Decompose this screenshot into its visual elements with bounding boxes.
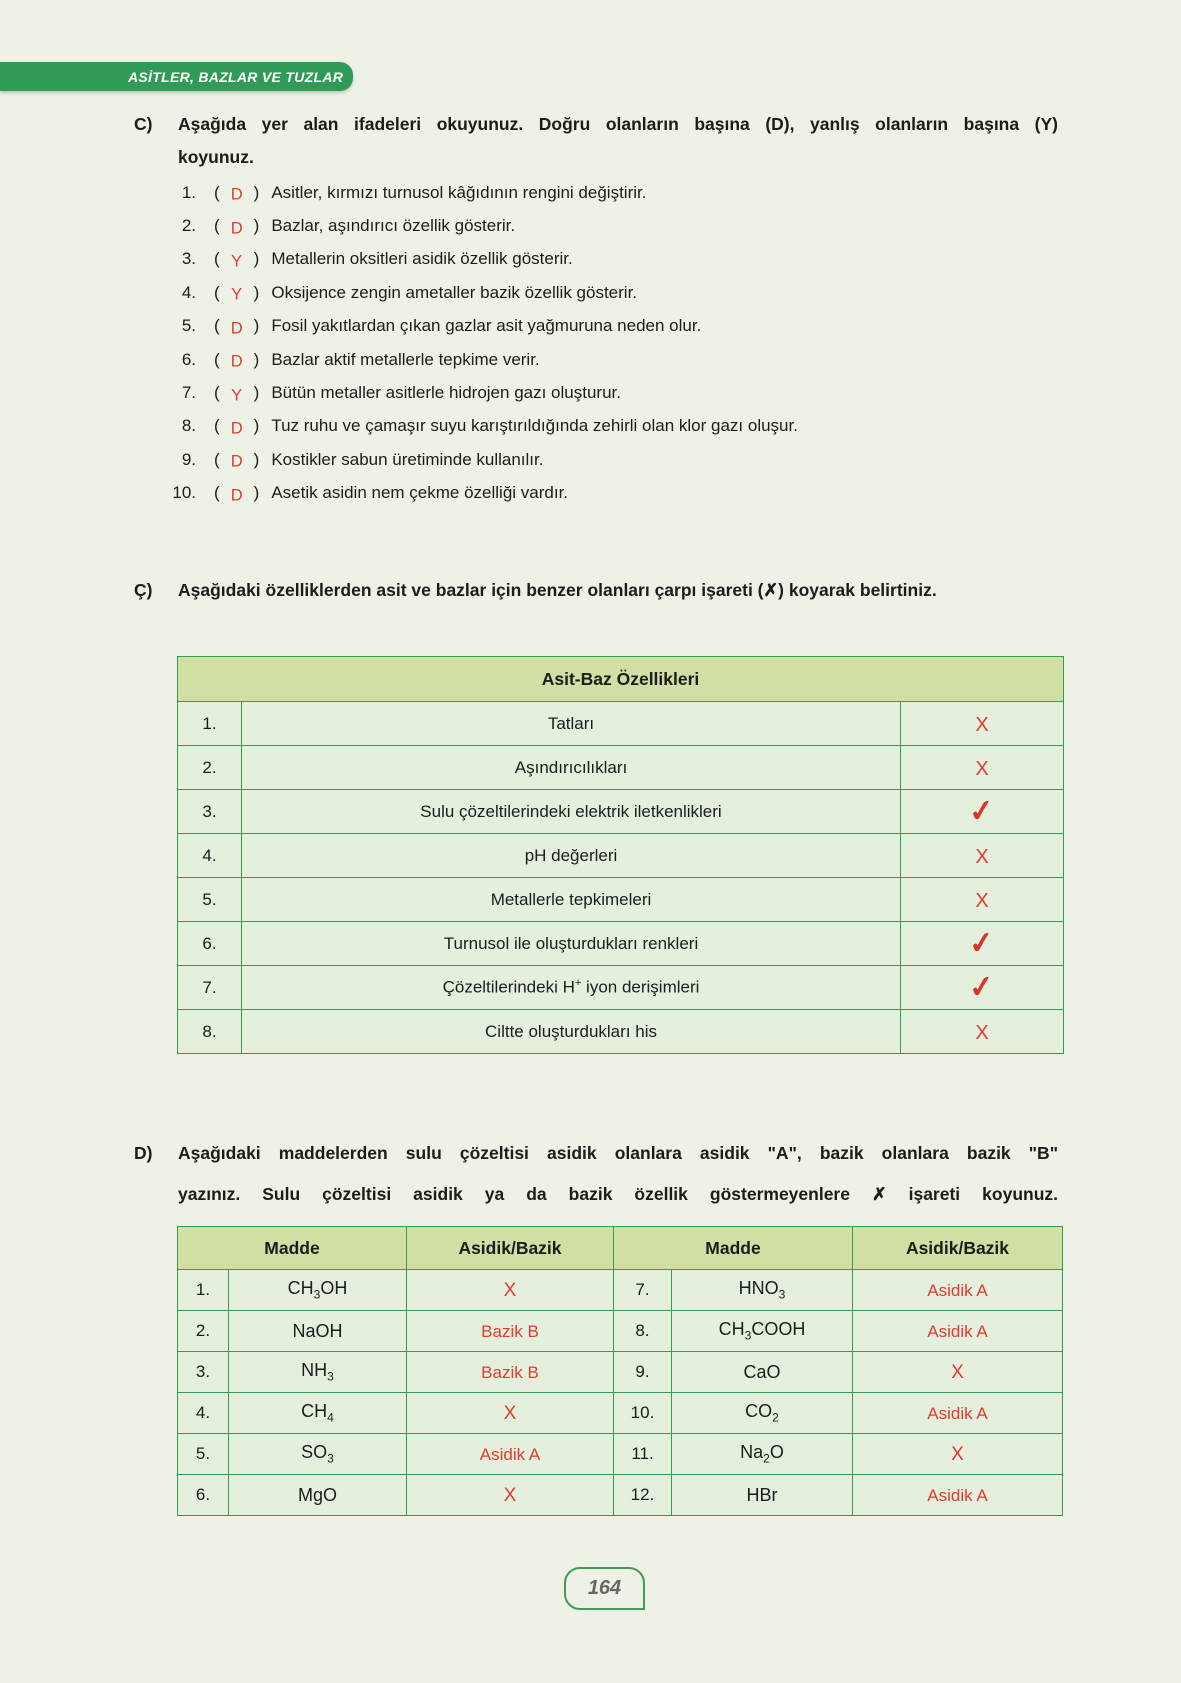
row-number: 6.	[178, 1475, 229, 1516]
paren-open: (	[214, 282, 220, 302]
handwritten-answer: D	[230, 352, 243, 371]
answer-cell	[853, 1475, 1063, 1516]
paren-close: )	[253, 383, 260, 403]
answer-cell	[407, 1270, 614, 1311]
handwritten-answer: Asidik A	[927, 1486, 988, 1505]
item-number: 10.	[172, 483, 196, 503]
answer-cell	[407, 1393, 614, 1434]
handwritten-answer: D	[230, 419, 243, 438]
mark-cell	[901, 878, 1064, 922]
handwritten-mark: ✓	[967, 793, 997, 830]
row-number: 12.	[614, 1475, 672, 1516]
true-false-item	[125, 343, 1065, 376]
acid-base-properties-table	[177, 656, 1064, 1054]
handwritten-answer: D	[230, 185, 243, 204]
paren-close: )	[253, 483, 260, 503]
substance-formula: $CO_2$	[672, 1393, 853, 1434]
table-title: Asit-Baz Özellikleri	[178, 657, 1064, 702]
section-d-heading-line2: yazınız. Sulu çözeltisi asidik ya da bazik özellik göstermeyenlere ✗ işareti koyunuz.	[178, 1184, 1058, 1204]
handwritten-answer: Asidik A	[927, 1404, 988, 1423]
handwritten-answer: X	[503, 1403, 517, 1424]
substance-formula: $CH_4$	[229, 1393, 407, 1434]
answer-cell	[407, 1311, 614, 1352]
statement-text: Bütün metaller asitlerle hidrojen gazı oluşturur.	[271, 383, 621, 403]
row-number: 9.	[614, 1352, 672, 1393]
section-c-cedilla-heading: Aşağıdaki özelliklerden asit ve bazlar için benzer olanları çarpı işareti (✗) koyarak belirtiniz.	[178, 580, 937, 600]
property-cell: Aşındırıcılıkları	[242, 746, 901, 790]
row-number: 8.	[178, 1010, 242, 1054]
handwritten-answer: Y	[231, 386, 243, 405]
answer-cell	[853, 1352, 1063, 1393]
table-row	[178, 746, 1064, 790]
row-number: 10.	[614, 1393, 672, 1434]
paren-open: (	[214, 316, 220, 336]
substance-formula: $NH_3$	[229, 1352, 407, 1393]
handwritten-answer: D	[230, 452, 243, 471]
row-number: 3.	[178, 790, 242, 834]
row-number: 1.	[178, 1270, 229, 1311]
substance-formula: $SO_3$	[229, 1434, 407, 1475]
handwritten-answer: Asidik A	[927, 1322, 988, 1341]
row-number: 4.	[178, 1393, 229, 1434]
paren-close: )	[253, 449, 260, 469]
statement-text: Bazlar aktif metallerle tepkime verir.	[271, 349, 540, 369]
section-c-cedilla-label: Ç)	[134, 580, 153, 600]
handwritten-answer: D	[230, 486, 243, 505]
paren-open: (	[214, 449, 220, 469]
section-c-cedilla	[125, 574, 1065, 607]
paren-close: )	[253, 349, 260, 369]
table-row	[178, 834, 1064, 878]
answer-cell	[407, 1475, 614, 1516]
true-false-list	[125, 176, 1065, 510]
item-number: 7.	[181, 383, 196, 403]
chapter-banner-title: ASİTLER, BAZLAR VE TUZLAR	[128, 68, 344, 85]
item-number: 6.	[181, 349, 196, 369]
paren-open: (	[214, 249, 220, 269]
statement-text: Asetik asidin nem çekme özelliği vardır.	[271, 483, 569, 503]
property-cell: pH değerleri	[242, 834, 901, 878]
item-number: 9.	[181, 449, 196, 469]
column-header-asidik-bazik: Asidik/Bazik	[853, 1227, 1063, 1270]
handwritten-answer: X	[503, 1280, 517, 1301]
row-number: 2.	[178, 746, 242, 790]
true-false-item	[125, 376, 1065, 409]
property-cell: Metallerle tepkimeleri	[242, 878, 901, 922]
table-row	[178, 1311, 1063, 1352]
handwritten-answer: X	[951, 1444, 964, 1465]
statement-text: Fosil yakıtlardan çıkan gazlar asit yağmuruna neden olur.	[271, 316, 702, 336]
paren-open: (	[214, 416, 220, 436]
substance-formula: $Na_2O$	[672, 1434, 853, 1475]
table-row	[178, 1434, 1063, 1475]
property-cell: Sulu çözeltilerindeki elektrik iletkenlikleri	[242, 790, 901, 834]
row-number: 3.	[178, 1352, 229, 1393]
section-d-heading-line1: Aşağıdaki maddelerden sulu çözeltisi asidik olanlara asidik "A", bazik olanlara bazik "B"	[178, 1143, 1058, 1163]
paren-open: (	[214, 216, 220, 236]
handwritten-mark: X	[975, 846, 989, 868]
chapter-banner	[0, 62, 353, 91]
row-number: 5.	[178, 878, 242, 922]
substance-formula: CaO	[672, 1352, 853, 1393]
mark-cell	[901, 790, 1064, 834]
handwritten-answer: X	[951, 1362, 964, 1383]
paren-close: )	[253, 282, 260, 302]
section-d	[125, 1133, 1065, 1215]
statement-text: Asitler, kırmızı turnusol kâğıdının rengini değiştirir.	[271, 182, 647, 202]
substance-formula: HBr	[672, 1475, 853, 1516]
paren-close: )	[253, 216, 260, 236]
property-cell: Tatları	[242, 702, 901, 746]
mark-cell	[901, 834, 1064, 878]
property-cell: Çözeltilerindeki H+ iyon derişimleri	[242, 966, 901, 1010]
true-false-item	[125, 276, 1065, 309]
true-false-item	[125, 477, 1065, 510]
handwritten-mark: ✓	[967, 969, 997, 1006]
paren-open: (	[214, 383, 220, 403]
true-false-item	[125, 176, 1065, 209]
statement-text: Kostikler sabun üretiminde kullanılır.	[271, 449, 544, 469]
answer-cell	[853, 1393, 1063, 1434]
answer-cell	[853, 1434, 1063, 1475]
table-row	[178, 878, 1064, 922]
section-c	[125, 108, 1065, 174]
table-row	[178, 1010, 1064, 1054]
handwritten-mark: X	[975, 758, 989, 780]
table-row	[178, 1270, 1063, 1311]
handwritten-answer: Y	[231, 285, 243, 304]
section-d-heading	[178, 1133, 1058, 1215]
substances-table	[177, 1226, 1063, 1516]
handwritten-mark: X	[975, 890, 989, 912]
paren-close: )	[253, 249, 260, 269]
row-number: 1.	[178, 702, 242, 746]
item-number: 3.	[181, 249, 196, 269]
item-number: 2.	[181, 216, 196, 236]
paren-open: (	[214, 483, 220, 503]
handwritten-answer: Y	[231, 252, 243, 271]
true-false-item	[125, 310, 1065, 343]
handwritten-mark: X	[975, 714, 989, 736]
column-header-madde: Madde	[614, 1227, 853, 1270]
substance-formula: $HNO_3$	[672, 1270, 853, 1311]
handwritten-answer: Bazik B	[481, 1363, 539, 1382]
substance-formula: $CH_3OH$	[229, 1270, 407, 1311]
row-number: 4.	[178, 834, 242, 878]
item-number: 8.	[181, 416, 196, 436]
handwritten-answer: Bazik B	[481, 1322, 539, 1341]
table-row	[178, 966, 1064, 1010]
mark-cell	[901, 966, 1064, 1010]
page-number: 164	[587, 1577, 622, 1599]
mark-cell	[901, 746, 1064, 790]
substance-formula: $CH_3COOH$	[672, 1311, 853, 1352]
answer-cell	[407, 1352, 614, 1393]
section-d-label: D)	[134, 1143, 153, 1163]
handwritten-mark: ✓	[967, 925, 997, 962]
true-false-item	[125, 209, 1065, 242]
answer-cell	[853, 1270, 1063, 1311]
answer-cell	[853, 1311, 1063, 1352]
table-row	[178, 702, 1064, 746]
substance-formula: NaOH	[229, 1311, 407, 1352]
row-number: 5.	[178, 1434, 229, 1475]
mark-cell	[901, 1010, 1064, 1054]
table-row	[178, 1393, 1063, 1434]
page-number-badge	[564, 1567, 645, 1610]
property-cell: Turnusol ile oluşturdukları renkleri	[242, 922, 901, 966]
section-c-label: C)	[134, 114, 153, 134]
item-number: 4.	[181, 282, 196, 302]
paren-open: (	[214, 349, 220, 369]
true-false-item	[125, 243, 1065, 276]
table-row	[178, 1352, 1063, 1393]
statement-text: Oksijence zengin ametaller bazik özellik gösterir.	[271, 282, 638, 302]
handwritten-answer: D	[230, 319, 243, 338]
table-row	[178, 922, 1064, 966]
section-c-heading-line2: koyunuz.	[178, 147, 254, 167]
item-number: 1.	[181, 182, 196, 202]
row-number: 7.	[178, 966, 242, 1010]
handwritten-mark: X	[975, 1022, 989, 1044]
paren-open: (	[214, 182, 220, 202]
mark-cell	[901, 922, 1064, 966]
row-number: 7.	[614, 1270, 672, 1311]
true-false-item	[125, 443, 1065, 476]
row-number: 11.	[614, 1434, 672, 1475]
handwritten-answer: Asidik A	[927, 1281, 988, 1300]
row-number: 2.	[178, 1311, 229, 1352]
section-c-heading	[178, 108, 1058, 174]
mark-cell	[901, 702, 1064, 746]
column-header-asidik-bazik: Asidik/Bazik	[407, 1227, 614, 1270]
table-row	[178, 790, 1064, 834]
true-false-item	[125, 410, 1065, 443]
statement-text: Metallerin oksitleri asidik özellik gösterir.	[271, 249, 573, 269]
handwritten-answer: D	[230, 219, 243, 238]
property-cell: Ciltte oluşturdukları his	[242, 1010, 901, 1054]
row-number: 6.	[178, 922, 242, 966]
table-row	[178, 1475, 1063, 1516]
row-number: 8.	[614, 1311, 672, 1352]
statement-text: Tuz ruhu ve çamaşır suyu karıştırıldığında zehirli olan klor gazı oluşur.	[271, 416, 798, 436]
item-number: 5.	[181, 316, 196, 336]
statement-text: Bazlar, aşındırıcı özellik gösterir.	[271, 216, 516, 236]
handwritten-answer: Asidik A	[479, 1445, 541, 1464]
answer-cell	[407, 1434, 614, 1475]
section-c-heading-line1: Aşağıda yer alan ifadeleri okuyunuz. Doğru olanların başına (D), yanlış olanların başına (Y)	[178, 114, 1058, 134]
column-header-madde: Madde	[178, 1227, 407, 1270]
handwritten-answer: X	[503, 1485, 517, 1506]
paren-close: )	[253, 416, 260, 436]
paren-close: )	[253, 316, 260, 336]
paren-close: )	[253, 182, 260, 202]
substance-formula: MgO	[229, 1475, 407, 1516]
